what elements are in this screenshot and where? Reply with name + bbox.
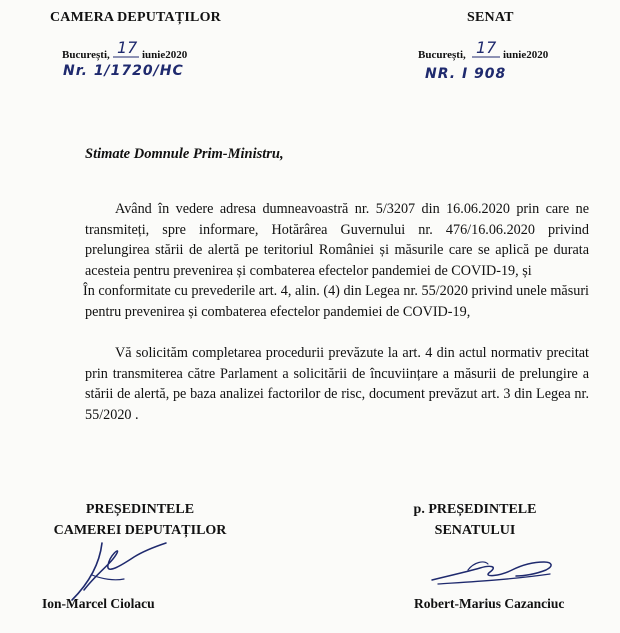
salutation: Stimate Domnule Prim-Ministru, xyxy=(85,146,284,162)
left-signature-title-line2: CAMEREI DEPUTAȚILOR xyxy=(53,523,227,538)
right-signature-title-line1: p. PREȘEDINTELE xyxy=(413,502,537,517)
left-signatory-name: Ion-Marcel Ciolacu xyxy=(42,596,155,611)
left-reg-number: Nr. 1/1720/HC xyxy=(63,63,184,79)
left-month-year: iunie2020 xyxy=(142,49,188,61)
left-institution: CAMERA DEPUTAȚILOR xyxy=(50,10,221,25)
right-day: 17 xyxy=(476,38,497,57)
paragraph-3: Vă solicităm completarea procedurii prevăzute la art. 4 din actul normativ precitat prin transmiterea către Parlament a solicitării de încuviințare a măsurii de prelungire a stării de alertă, pe baza analizei factorilor de risc, document prevăzut art. 3 din Legea nr. 55/2020 . xyxy=(85,345,589,423)
right-handwritten-signature xyxy=(428,552,558,592)
left-signature-title-line1: PREȘEDINTELE xyxy=(85,502,195,517)
right-date-underline xyxy=(472,55,500,59)
right-signatory-name: Robert-Marius Cazanciuc xyxy=(414,596,565,611)
right-signature-title-line2: SENATULUI xyxy=(434,523,516,538)
left-day: 17 xyxy=(117,38,138,57)
paragraph-2: În conformitate cu prevederile art. 4, alin. (4) din Legea nr. 55/2020 privind unele măsuri pentru prevenirea și combaterea efectelor pandemiei de COVID-19, xyxy=(83,283,589,320)
left-date-underline xyxy=(113,55,139,59)
right-signature-title xyxy=(390,499,560,541)
right-city: București, xyxy=(418,49,466,61)
right-institution: SENAT xyxy=(467,10,514,25)
paragraph-1: Având în vedere adresa dumneavoastră nr. 5/3207 din 16.06.2020 prin care ne transmiteți, spre informare, Hotărârea Guvernului nr. 476/16.06.2020 privind prelungirea stării de alertă pe teritoriul României și măsurile care se aplică pe durata acesteia pentru prevenirea și combaterea efectelor pandemiei de COVID-19, și xyxy=(85,201,589,279)
right-reg-number: NR. I 908 xyxy=(425,66,507,82)
left-city: București, xyxy=(62,49,110,61)
right-month-year: iunie2020 xyxy=(503,49,549,61)
